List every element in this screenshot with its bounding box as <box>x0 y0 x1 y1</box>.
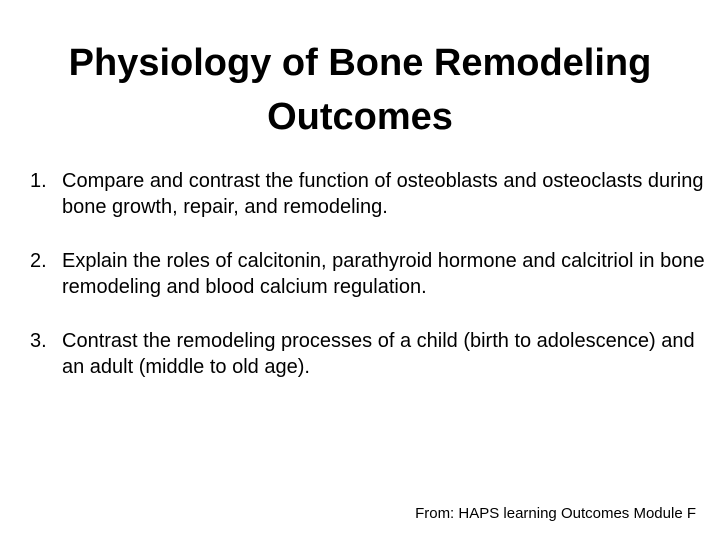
objective-text: Compare and contrast the function of osteoblasts and osteoclasts during bone growth, repair, and remodeling. <box>62 170 704 218</box>
title-line-2: Outcomes <box>267 96 453 138</box>
objective-1 <box>30 168 710 220</box>
slide-title <box>0 36 720 144</box>
learning-objectives-list <box>30 168 710 408</box>
title-line-1: Physiology of Bone Remodeling <box>68 42 652 84</box>
objective-2 <box>30 248 710 300</box>
objective-number: 3. <box>30 330 47 352</box>
source-citation: From: HAPS learning Outcomes Module F <box>415 505 696 522</box>
objective-text: Explain the roles of calcitonin, parathyroid hormone and calcitriol in bone remodeling and blood calcium regulation. <box>62 250 705 298</box>
objective-text: Contrast the remodeling processes of a child (birth to adolescence) and an adult (middle to old age). <box>62 330 695 378</box>
objective-3 <box>30 328 710 380</box>
objective-number: 1. <box>30 170 47 192</box>
objective-number: 2. <box>30 250 47 272</box>
